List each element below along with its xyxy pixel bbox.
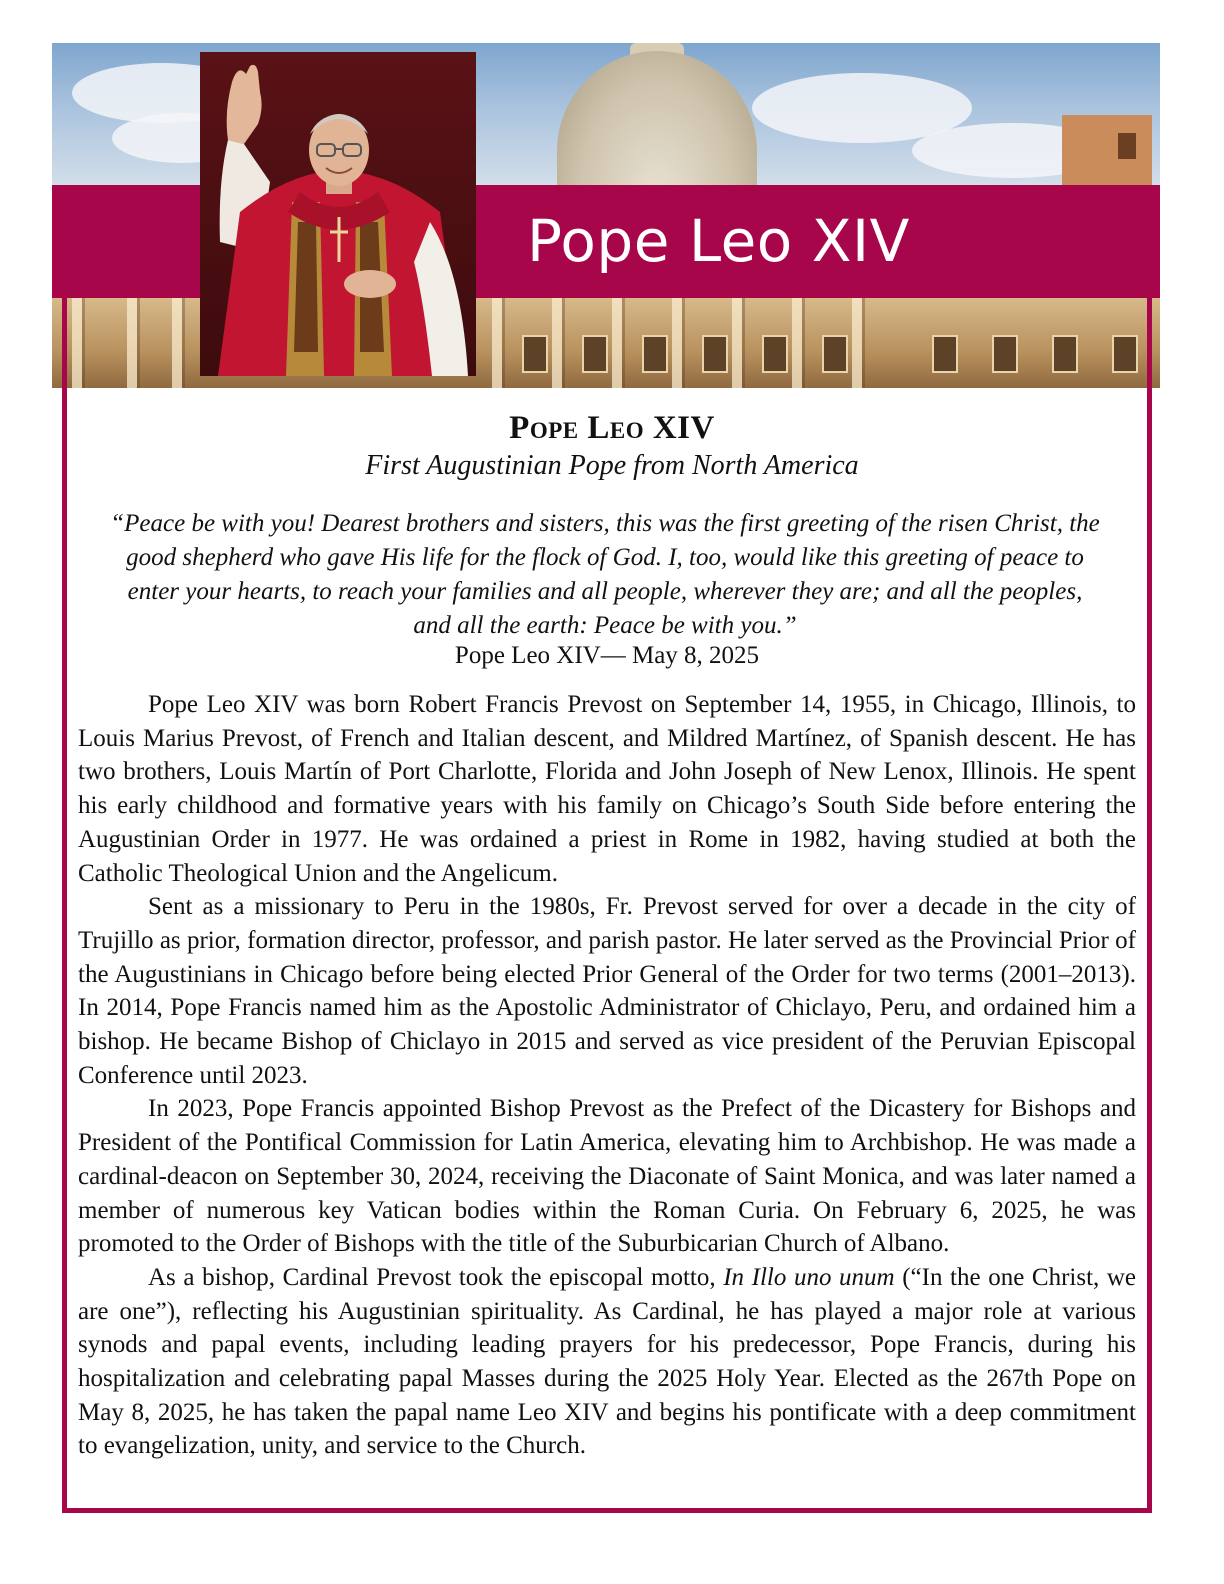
palace-tower — [1062, 115, 1152, 190]
episcopal-motto: In Illo uno unum — [723, 1263, 895, 1291]
page-title: Pope Leo XIV — [509, 410, 715, 446]
biography-paragraph: Pope Leo XIV was born Robert Francis Prevost on September 14, 1955, in Chicago, Illinois, to Louis Marius Prevost, of French and Italian descent, and Mildred Martínez, of Spanish descent. He has two brothers, Louis Martín of Port Charlotte, Florida and John Joseph of New Lenox, Illinois. He spent his early childhood and formative years with his family on Chicago’s South Side before entering the Augustinian Order in 1977. He was ordained a priest in Rome in 1982, having studied at both the Catholic Theological Union and the Angelicum. — [78, 691, 1136, 887]
biography — [78, 688, 1136, 1463]
paragraph-text: (“In the one Christ, we are one”), reflecting his Augustinian spirituality. As Cardinal, he has played a major role at various synods and papal events, including leading prayers for his predecessor, Pope Francis, during his hospitalization and celebrating papal Masses during the 2025 Holy Year. Elected as the 267th Pope on May 8, 2025, he has taken the papal name Leo XIV and begins his pontificate with a deep commitment to evangelization, unity, and service to the Church. — [78, 1263, 1137, 1460]
biography-paragraph: Sent as a missionary to Peru in the 1980s, Fr. Prevost served for over a decade in the city of Trujillo as prior, formation director, professor, and parish pastor. He later served as the Provincial Prior of the Augustinians in Chicago before being elected Prior General of the Order for two terms (2001–2013). In 2014, Pope Francis named him as the Apostolic Administrator of Chiclayo, Peru, and ordained him a bishop. He became Bishop of Chiclayo in 2015 and served as vice president of the Peruvian Episcopal Conference until 2023. — [78, 893, 1136, 1089]
paragraph-text: As a bishop, Cardinal Prevost took the episcopal motto, — [148, 1263, 724, 1291]
quote-attribution: Pope Leo XIV— May 8, 2025 — [454, 642, 760, 669]
biography-paragraph: In 2023, Pope Francis appointed Bishop Prevost as the Prefect of the Dicastery for Bishops and President of the Pontifical Commission for Latin America, elevating him to Archbishop. He was made a cardinal-deacon on September 30, 2024, receiving the Diaconate of Saint Monica, and was later named a member of numerous key Vatican bodies within the Roman Curia. On February 6, 2025, he was promoted to the Order of Bishops with the title of the Suburbicarian Church of Albano. — [78, 1095, 1136, 1258]
banner-title: Pope Leo XIV — [527, 207, 910, 275]
opening-quote: “Peace be with you! Dearest brothers and sisters, this was the first greeting of the risen Christ, the good shepherd who gave His life for the flock of God. I, too, would like this greeting of peace to enter your hearts, to reach your families and all people, wherever they are; and all the peoples, and all the earth: Peace be with you.” — [110, 510, 1100, 639]
tower-window — [1118, 133, 1136, 159]
page-subtitle: First Augustinian Pope from North America — [365, 450, 859, 481]
biography-paragraph — [78, 1261, 1136, 1463]
